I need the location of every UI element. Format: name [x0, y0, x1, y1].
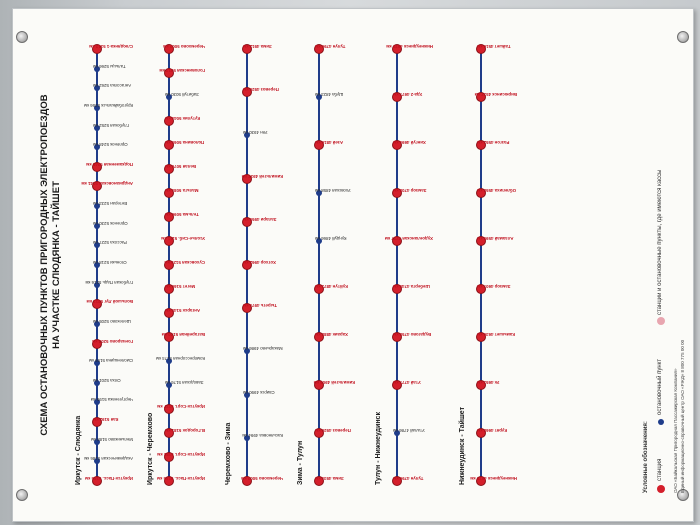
station-name: Огоньки 5218 км [93, 260, 127, 265]
station-name: Ук 4653 км [477, 380, 500, 385]
station-name: Залари 4955 км [243, 216, 277, 222]
station-name: Орлёнок 5248 км [93, 142, 128, 148]
station-name: Слюдянка-1 5312 км [89, 44, 133, 49]
station-name: Орленок 5230 км [93, 220, 128, 226]
route-line-row [241, 44, 283, 485]
station-name: Уховская 4858 км [315, 188, 351, 193]
station-name: Компрессорная 5174 км [156, 356, 205, 361]
station-name: Хотхор 4962 км [243, 260, 276, 265]
station-name: Кундуй 4866 км [315, 236, 347, 241]
station-name: Андриановская 5241 км [81, 181, 133, 187]
station-name: Худоеланская 4727 км [384, 236, 433, 241]
station-name: Макарьево 4986 км [243, 346, 283, 352]
legend-cashdesk-icon [657, 317, 665, 325]
station-name: Замзор 4607 км [477, 284, 511, 289]
route-line-row [313, 44, 355, 485]
station-name: Азей 4816 км [315, 140, 344, 145]
station-name: Хингуй 4694 км [393, 140, 426, 145]
route-heading: Иркутск - Черемхово [147, 412, 154, 485]
station-name: Кругобайкальск 5256 км [84, 102, 133, 108]
footer-helpdesk: Единый информационно-справочный центр ОАО «РЖД» 8 800 775 00 00 [680, 339, 685, 493]
station-name: Уталай 4786 км [393, 428, 425, 433]
station-name: Нижнеудинск 4678 км [470, 476, 517, 481]
legend-heading: Условные обозначения: [643, 421, 649, 493]
route-line-row [470, 44, 517, 485]
legend-station-icon [657, 485, 665, 493]
station-name: Будагово 4758 км [393, 332, 432, 337]
station-name: Заводская 5176 км [165, 380, 204, 385]
station-name: Разгон 4552 км [477, 140, 510, 145]
station-name: Алзамай 4595 км [477, 236, 514, 241]
station-name: Рассоха 5227 км [93, 240, 127, 246]
station-name: Смоленщина 5199 км [88, 358, 133, 364]
station-name: Кимильтей 4906 км [313, 380, 355, 385]
station-name: Облепиха 4558 км [477, 188, 517, 193]
station-name: Шелехово 5205 км [93, 318, 131, 324]
station-name: В.Городок 5181 км [165, 428, 205, 433]
station-name: Ангасолка 5262 км [93, 83, 132, 89]
station-name: Уда-2 4677 км [393, 92, 423, 97]
station-name: Тайшет 4516 км [477, 44, 511, 49]
station-name: Академическая 5186 км [84, 456, 133, 462]
station-name: Тулун 4796 км [393, 476, 424, 481]
station-name: Олха 5201 км [93, 377, 121, 383]
station-name: Нижнеудинск 4670 км [386, 44, 433, 49]
station-name: Глубокая 5252 км [93, 122, 129, 128]
route-line-row [156, 44, 205, 485]
station-name: Кимильтей 4937 км [241, 173, 283, 179]
station-name: Подкаменная 5245 км [86, 161, 133, 167]
station-name: Уян 4930 км [243, 130, 268, 136]
station-name: Суховская 5125 км [164, 260, 205, 265]
station-name: Касьяновка 4994 км [242, 432, 283, 438]
route-line [396, 45, 398, 485]
legend-station-label: станция [657, 458, 663, 481]
route-line-row [384, 44, 433, 485]
station-name: Ангарск 5145 км [165, 308, 201, 313]
station-name: Ветеран 5233 км [93, 201, 128, 207]
station-name: Забитуй 5030 км [165, 92, 199, 97]
station-name: Батарейная 5170 км [161, 332, 205, 337]
station-name: Тальцы 5266 км [93, 63, 126, 69]
route-heading: Зима - Тулун [297, 440, 304, 485]
station-name: Перевоз 4920 км [315, 428, 351, 433]
station-name: Головинская 5013 км [159, 68, 205, 73]
route-heading: Нижнеудинск - Тайшет [459, 406, 466, 485]
station-name: Мельниково 5188 км [90, 436, 133, 442]
station-name: Тыреть 4974 км [243, 303, 277, 309]
route-heading: Иркутск - Слюдянка [75, 415, 82, 485]
route-line-row [81, 44, 133, 485]
scheme-title-line1: СХЕМА ОСТАНОВОЧНЫХ ПУНКТОВ ПРИГОРОДНЫХ ЭЛЕКТРОПОЕЗДОВ [39, 94, 50, 436]
station-name: Черемхово 5002 км [163, 44, 205, 49]
station-name: Усолье-Сиб. 5111 км [161, 236, 205, 241]
station-name: Тулун 4796 км [315, 44, 346, 49]
station-name: Гончарово 5203 км [92, 338, 133, 344]
station-name: Половина 5065 км [165, 140, 205, 145]
route-scheme-poster [12, 8, 694, 522]
station-name: Иркутск-Пасс. 5185 км [156, 476, 205, 481]
station-name: Зима 4912 км [243, 44, 272, 49]
station-name: Замзор 4708 км [393, 188, 427, 193]
station-name: Перевоз 4920 км [243, 87, 279, 93]
station-name: Бирюсинск 4537 км [474, 92, 517, 97]
scheme-title-line2: НА УЧАСТКЕ СЛЮДЯНКА - ТАЙШЕТ [51, 181, 62, 349]
station-name: Шуба 4823 км [315, 92, 344, 97]
station-name: Свирск 4990 км [243, 389, 275, 395]
scheme-rotated-layer [15, 15, 691, 515]
legend-stop-icon [658, 419, 664, 425]
station-name: Кутулик 5044 км [165, 116, 201, 121]
station-name: Белая 5076 км [165, 164, 197, 169]
station-name: Курят 4668 км [477, 428, 508, 433]
station-name: Зима 4934 км [315, 476, 344, 481]
station-name: Тельма 5096 км [165, 212, 199, 217]
station-name: Камышет 4636 км [477, 332, 516, 337]
route-line [480, 45, 482, 485]
station-name: Мегет 5160 км [165, 284, 196, 289]
station-name: Иркутск-Пасс. 5185 км [84, 476, 133, 481]
station-name: Черемхово 5002 км [241, 476, 283, 481]
legend-stop-label: остановочный пункт [657, 358, 663, 415]
station-name: Утай 4777 км [393, 380, 421, 385]
station-name: Глубокая Падь 5216 км [85, 279, 133, 285]
station-name: Шеберта 4745 км [393, 284, 430, 289]
station-name: Иркутск-Сорт. 5177 км [157, 404, 205, 409]
station-name: Кая 5192 км [93, 417, 119, 423]
station-name: Большой Луг 5212 км [86, 299, 133, 305]
route-heading: Тулун - Нижнеудинск [375, 412, 382, 485]
route-heading: Черемхово - Зима [225, 422, 232, 485]
legend-cashdesk-label: станции и остановочные пункты, где имеются кассы [657, 169, 663, 315]
station-name: Иркутск-Сорт. 5182 км [157, 452, 205, 457]
station-name: Хараик 4888 км [315, 332, 349, 337]
route-line [318, 45, 320, 485]
station-name: Чертугеевка 5195 км [90, 397, 133, 403]
footer-company: ОАО «Байкальская Пригородная Пассажирская Компания» [673, 368, 678, 493]
station-name: Куйтун 4873 км [315, 284, 348, 289]
station-name: Мальта 5084 км [165, 188, 199, 193]
